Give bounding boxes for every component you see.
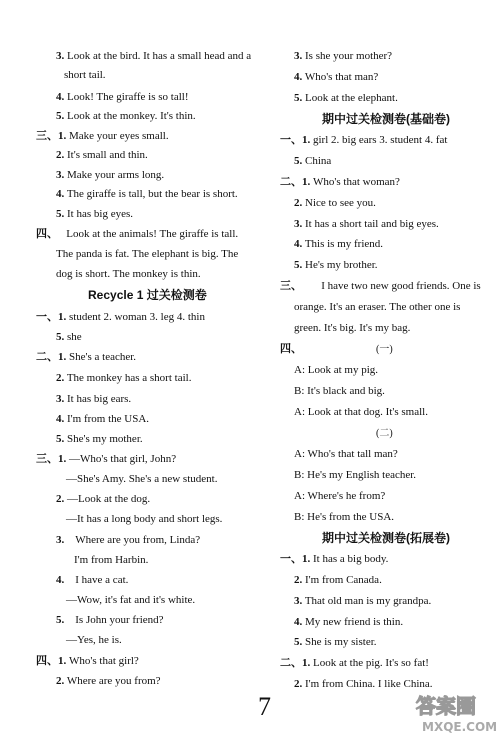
answer-line: I'm from Harbin. xyxy=(74,554,149,566)
answer-line: 二、1. Look at the pig. It's so fat! xyxy=(280,657,429,669)
answer-line: 4. I'm from the USA. xyxy=(56,413,150,425)
answer-line: 四、1. Who's that girl? xyxy=(36,655,139,667)
answer-line: 2. The monkey has a short tail. xyxy=(56,372,192,384)
answer-line: 四、 Look at the animals! The giraffe is tall. xyxy=(36,228,239,240)
answer-line: 5. China xyxy=(294,155,332,167)
answer-line: 5. He's my brother. xyxy=(294,259,378,271)
answer-line: 3. Is she your mother? xyxy=(294,50,393,62)
svg-text:MXQE.COM: MXQE.COM xyxy=(422,720,498,734)
answer-line: 4. I have a cat. xyxy=(56,574,129,586)
answer-line: 三、1. —Who's that girl, John? xyxy=(36,453,177,465)
answer-line: 4. The giraffe is tall, but the bear is short. xyxy=(56,188,238,200)
answer-line: 3. It has a short tail and big eyes. xyxy=(294,218,439,230)
answer-line: 三、 I have two new good friends. One is xyxy=(280,280,481,292)
answer-line: 5. She's my mother. xyxy=(56,433,143,445)
subsection-marker: (一) xyxy=(376,344,393,355)
answer-line: 2. Where are you from? xyxy=(56,675,161,687)
answer-line: 5. Is John your friend? xyxy=(56,614,164,626)
answer-line: 5. she xyxy=(56,331,82,343)
watermark-logo xyxy=(414,691,500,736)
dialogue-line: A: Look at that dog. It's small. xyxy=(294,406,428,418)
answer-line: 一、1. girl 2. big ears 3. student 4. fat xyxy=(280,134,448,146)
answer-line: 2. Nice to see you. xyxy=(294,197,376,209)
answer-line: The panda is fat. The elephant is big. The xyxy=(56,248,239,260)
answer-line: 二、1. Who's that woman? xyxy=(280,176,400,188)
answer-line: 2. It's small and thin. xyxy=(56,149,148,161)
answer-line: 5. She is my sister. xyxy=(294,636,377,648)
section-heading: 期中过关检测卷(拓展卷) xyxy=(322,531,450,545)
answer-line: green. It's big. It's my bag. xyxy=(294,322,411,334)
answer-line: dog is short. The monkey is thin. xyxy=(56,268,201,280)
page-number: 7 xyxy=(258,692,271,721)
answer-line: 5. Look at the elephant. xyxy=(294,92,398,104)
answer-line: 4. Look! The giraffe is so tall! xyxy=(56,91,189,103)
answer-line: —Yes, he is. xyxy=(66,634,122,646)
answer-line: orange. It's an eraser. The other one is xyxy=(294,301,461,313)
answer-line: 5. It has big eyes. xyxy=(56,208,133,220)
answer-line: 2. —Look at the dog. xyxy=(56,493,151,505)
answer-line: —It has a long body and short legs. xyxy=(66,513,223,525)
answer-line: 3. That old man is my grandpa. xyxy=(294,595,432,607)
answer-line: 二、1. She's a teacher. xyxy=(36,351,137,363)
subsection-marker: (二) xyxy=(376,428,393,439)
dialogue-line: B: He's my English teacher. xyxy=(294,469,417,481)
answer-line: 5. Look at the monkey. It's thin. xyxy=(56,110,196,122)
section-heading: Recycle 1 过关检测卷 xyxy=(88,288,207,302)
answer-line: 一、1. student 2. woman 3. leg 4. thin xyxy=(36,311,205,323)
answer-line: 3. Where are you from, Linda? xyxy=(56,534,201,546)
answer-line: short tail. xyxy=(64,69,106,81)
answer-line: 4. This is my friend. xyxy=(294,238,384,250)
dialogue-line: B: It's black and big. xyxy=(294,385,385,397)
dialogue-line: A: Who's that tall man? xyxy=(294,448,398,460)
answer-line: 3. Make your arms long. xyxy=(56,169,165,181)
answer-line: 4. Who's that man? xyxy=(294,71,379,83)
svg-text:答案圈: 答案圈 xyxy=(416,694,476,718)
answer-line: —She's Amy. She's a new student. xyxy=(66,473,218,485)
answer-line: —Wow, it's fat and it's white. xyxy=(66,594,196,606)
answer-line: 四、 xyxy=(280,343,302,355)
answer-line: 2. I'm from China. I like China. xyxy=(294,678,433,690)
answer-line: 4. My new friend is thin. xyxy=(294,616,404,628)
answer-line: 一、1. It has a big body. xyxy=(280,553,389,565)
answer-line: 3. Look at the bird. It has a small head and a xyxy=(56,50,252,62)
dialogue-line: A: Look at my pig. xyxy=(294,364,379,376)
answer-line: 2. I'm from Canada. xyxy=(294,574,382,586)
answer-line: 3. It has big ears. xyxy=(56,393,132,405)
section-heading: 期中过关检测卷(基础卷) xyxy=(322,112,450,126)
dialogue-line: A: Where's he from? xyxy=(294,490,386,502)
answer-line: 三、1. Make your eyes small. xyxy=(36,130,169,142)
dialogue-line: B: He's from the USA. xyxy=(294,511,395,523)
